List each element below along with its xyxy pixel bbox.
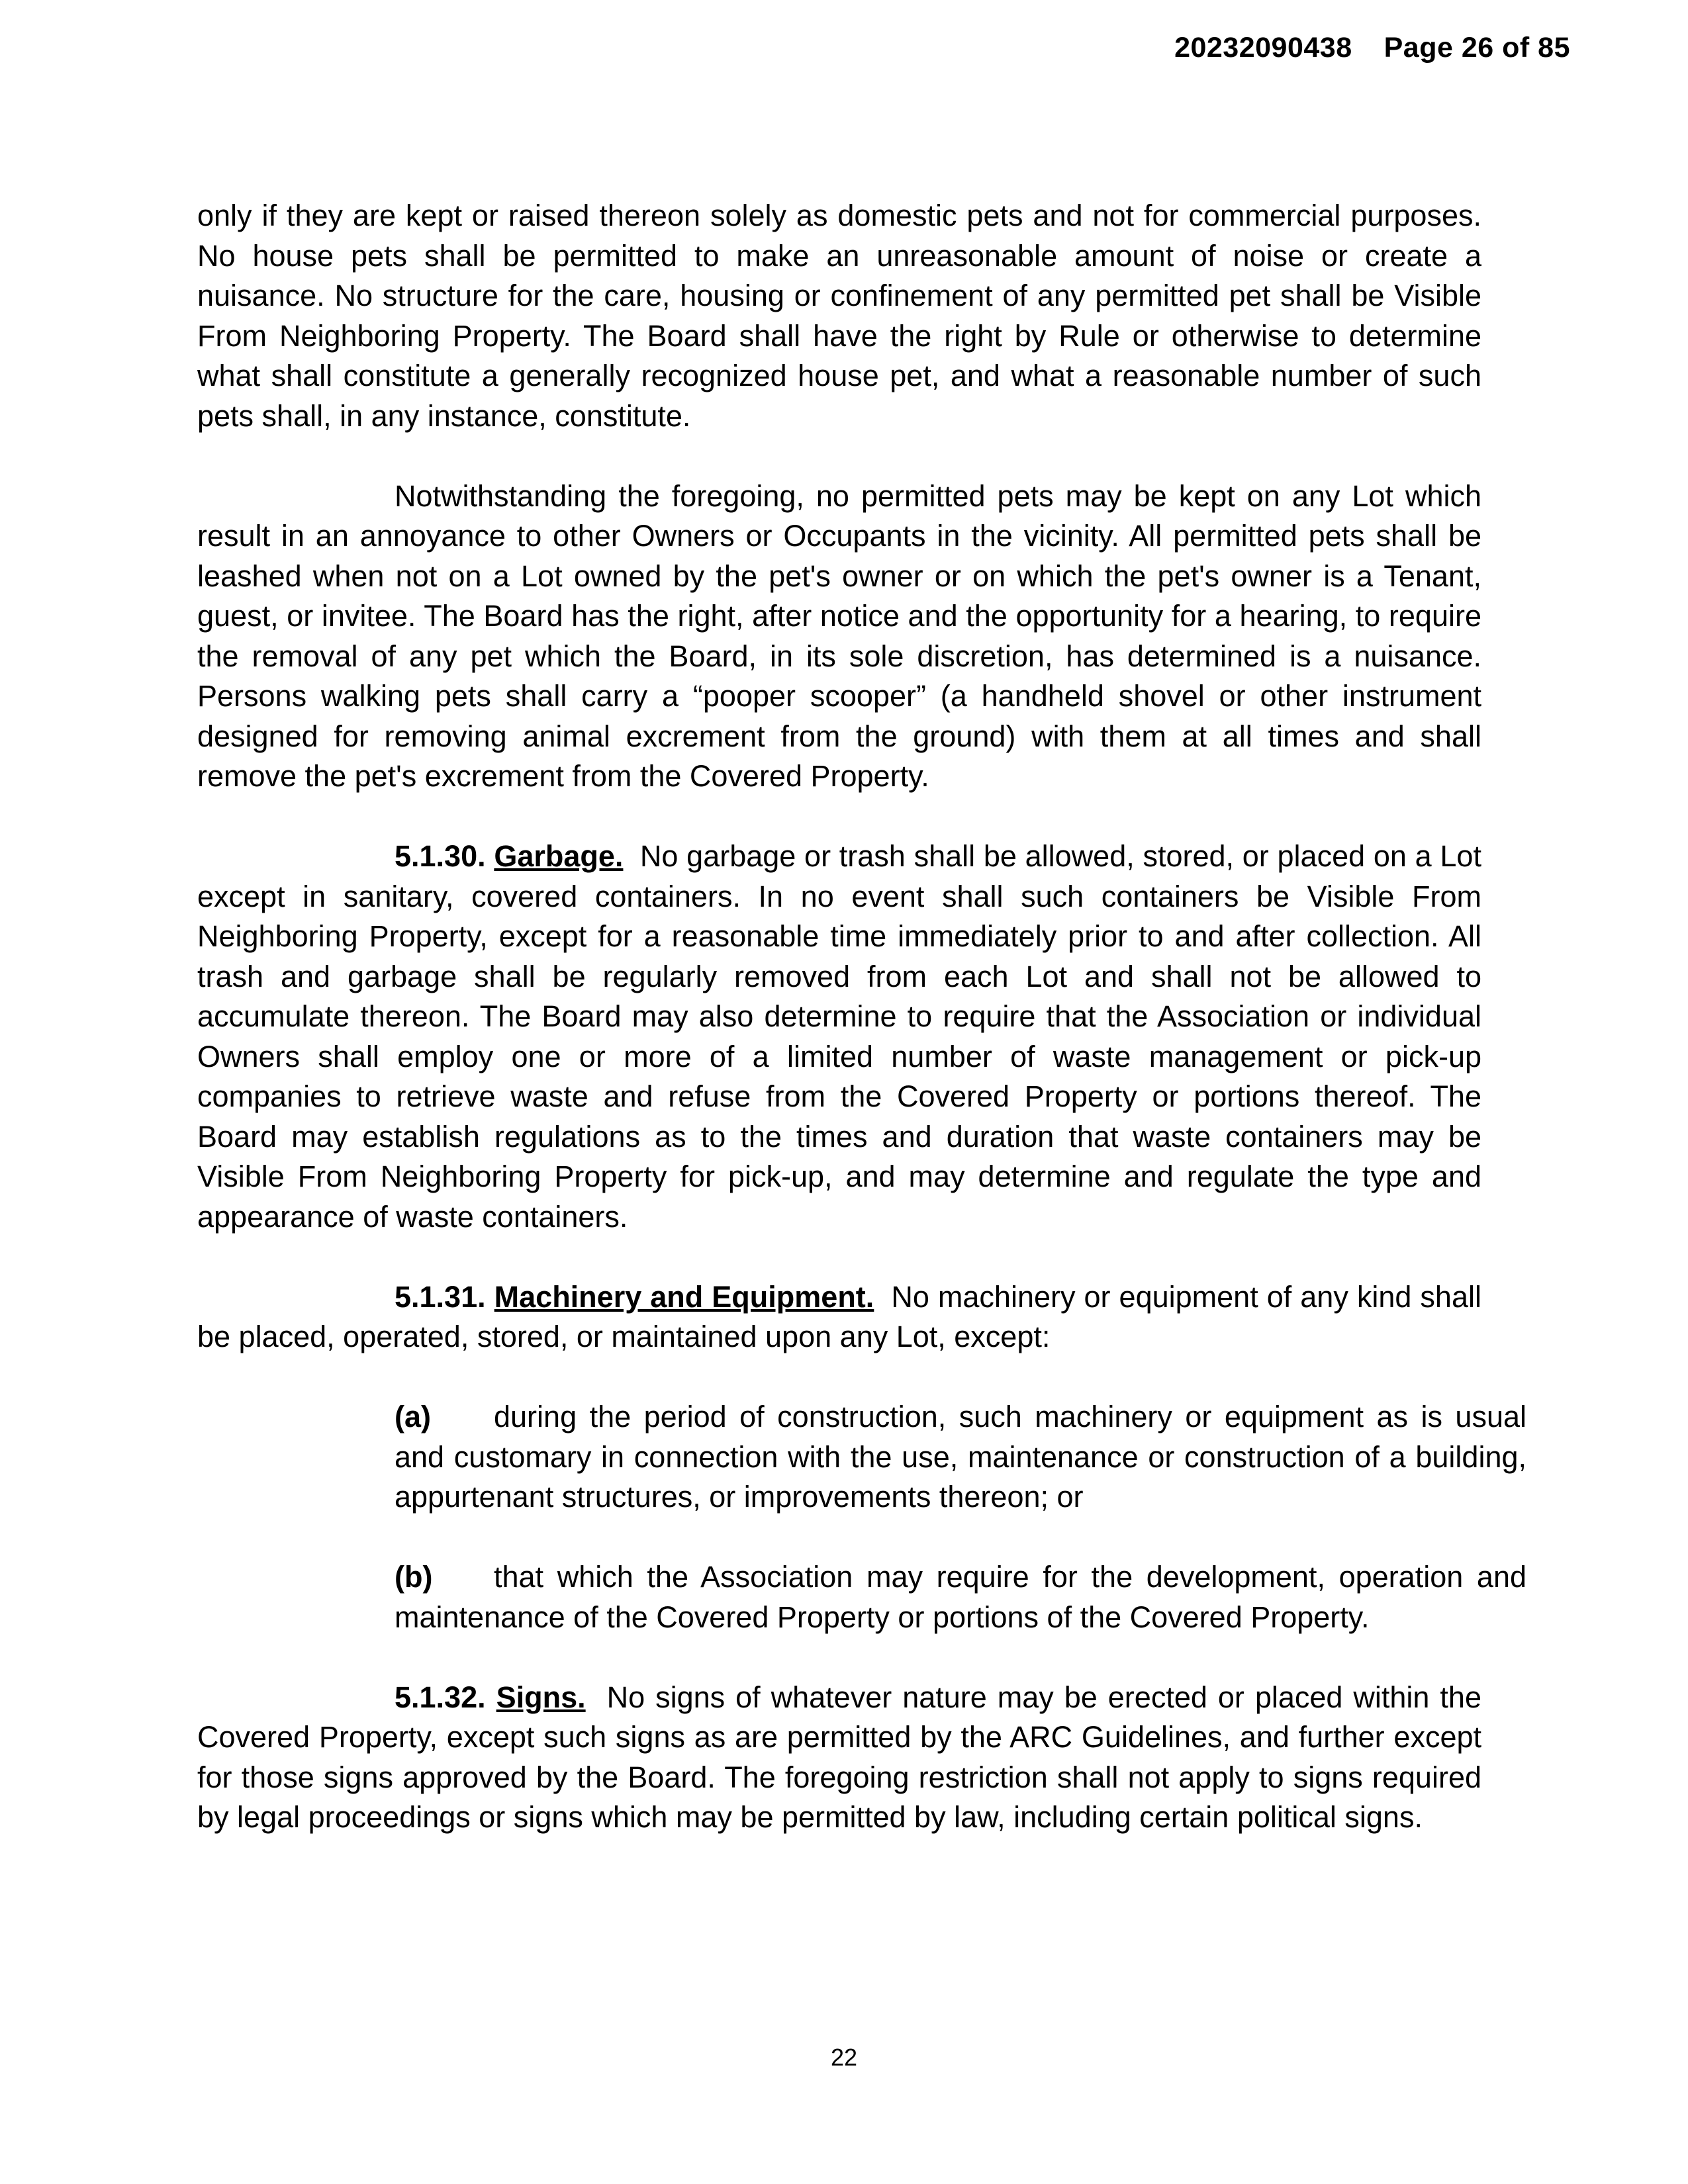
page-number: 22 — [830, 2044, 858, 2071]
section-machinery — [197, 1277, 1481, 1357]
section-text: No signs of whatever nature may be erected or placed within the Covered Property, except such signs as are permitted by the ARC Guidelines, and further except for those signs approved by the Board. The foregoing restriction shall not apply to signs required by legal proceedings or signs which may be permitted by law, including certain political signs. — [197, 1680, 1481, 1834]
section-text: No machinery or equipment of any kind shall be placed, operated, stored, or maintained upon any Lot, except: — [197, 1279, 1481, 1353]
sublist-text: that which the Association may require for the development, operation and maintenance of the Covered Property or portions of the Covered Property. — [395, 1560, 1526, 1634]
section-signs — [197, 1678, 1481, 1838]
document-body — [197, 196, 1526, 1878]
sublist-item-a — [395, 1397, 1526, 1518]
section-number: 5.1.32. — [395, 1680, 486, 1714]
section-title: Signs. — [496, 1680, 586, 1714]
section-title: Garbage. — [494, 839, 624, 873]
pets-continued-paragraph: only if they are kept or raised thereon solely as domestic pets and not for commercial purposes. No house pets shall be permitted to make an unreasonable amount of noise or create a nuisance. No structure for the care, housing or confinement of any permitted pet shall be Visible From Neighboring Property. The Board shall have the right by Rule or otherwise to determine what shall constitute a generally recognized house pet, and what a reasonable number of such pets shall, in any instance, constitute. — [197, 199, 1481, 433]
page-count-label: Page 26 of 85 — [1383, 32, 1570, 64]
recording-number: 20232090438 — [1174, 32, 1352, 64]
pets-notwithstanding-paragraph: Notwithstanding the foregoing, no permitted pets may be kept on any Lot which result in an annoyance to other Owners or Occupants in the vicinity. All permitted pets shall be leashed when not on a Lot owned by the pet's owner or on which the pet's owner is a Tenant, guest, or invitee. The Board has the right, after notice and the opportunity for a hearing, to require the removal of any pet which the Board, in its sole discretion, has determined is a nuisance. Persons walking pets shall carry a “pooper scooper” (a handheld shovel or other instrument designed for removing animal excrement from the ground) with them at all times and shall remove the pet's excrement from the Covered Property. — [197, 478, 1481, 793]
sublist-text: during the period of construction, such machinery or equipment as is usual and customary in connection with the use, maintenance or construction of a building, appurtenant structures, or improvements thereon; or — [395, 1400, 1526, 1514]
section-text: No garbage or trash shall be allowed, stored, or placed on a Lot except in sanitary, covered containers. In no event shall such containers be Visible From Neighboring Property, except for a reasonable time immediately prior to and after collection. All trash and garbage shall be regularly removed from each Lot and shall not be allowed to accumulate thereon. The Board may also determine to require that the Association or individual Owners shall employ one or more of a limited number of waste management or pick-up companies to retrieve waste and refuse from the Covered Property or portions thereof. The Board may establish regulations as to the times and duration that waste containers may be Visible From Neighboring Property for pick-up, and may determine and regulate the type and appearance of waste containers. — [197, 839, 1481, 1234]
section-title: Machinery and Equipment. — [494, 1279, 874, 1314]
sublist-label: (b) — [395, 1560, 433, 1594]
section-number: 5.1.31. — [395, 1279, 486, 1314]
section-garbage — [197, 837, 1481, 1237]
section-number: 5.1.30. — [395, 839, 486, 873]
sublist-label: (a) — [395, 1400, 431, 1433]
recording-header — [1174, 32, 1570, 64]
sublist-item-b — [395, 1557, 1526, 1637]
